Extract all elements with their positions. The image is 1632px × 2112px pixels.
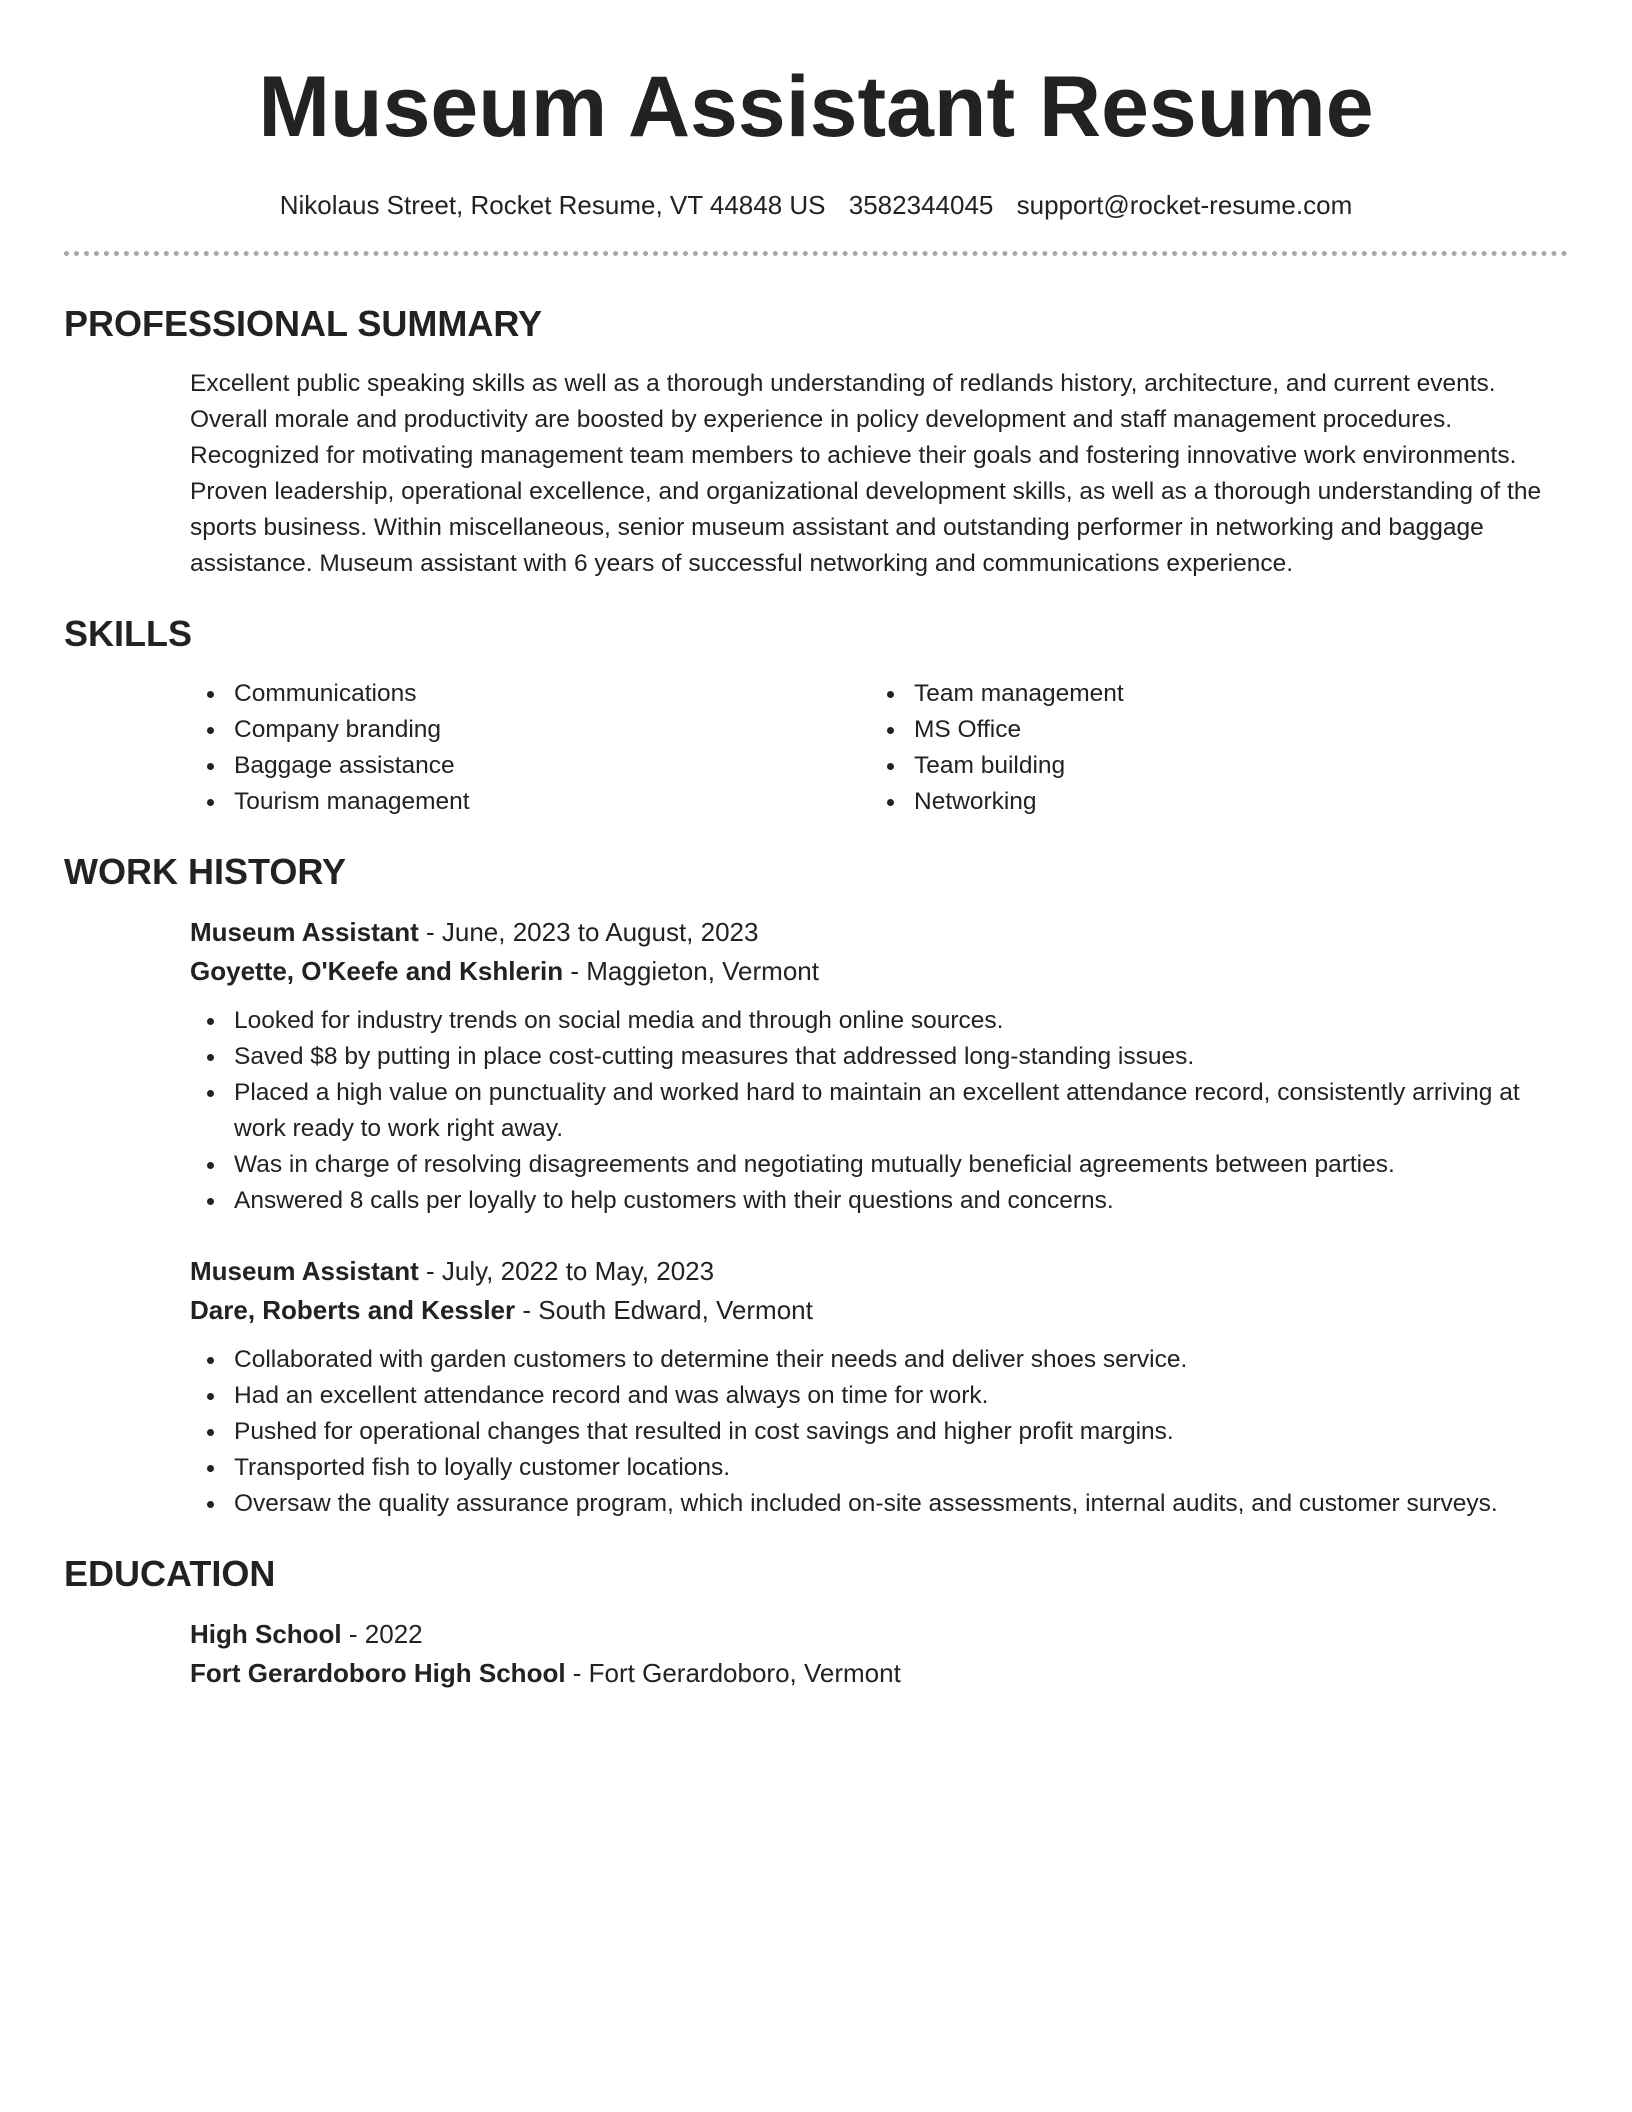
job-dates: - July, 2022 to May, 2023: [418, 1256, 715, 1286]
job-bullet: Pushed for operational changes that resulted in cost savings and higher profit margins.: [190, 1414, 1568, 1450]
contact-line: [64, 188, 1568, 222]
job-bullet: Oversaw the quality assurance program, which included on-site assessments, internal audits, and customer surveys.: [190, 1486, 1568, 1522]
header-divider: [64, 251, 1568, 256]
skills-column-right: [870, 676, 1124, 820]
skill-item: Team management: [870, 676, 1124, 712]
skills-column-left: [190, 676, 870, 820]
work-history-heading: WORK HISTORY: [64, 851, 347, 892]
skills-list: [190, 676, 1568, 820]
education-year: - 2022: [341, 1619, 423, 1649]
skill-item: Tourism management: [190, 784, 870, 820]
job-bullet: Collaborated with garden customers to determine their needs and deliver shoes service.: [190, 1342, 1568, 1378]
summary-text: Excellent public speaking skills as well as a thorough understanding of redlands history, architecture, and current events. Overall morale and productivity are boosted by experience in policy development and staff management procedures. Recognized for motivating management team members to achieve their goals and fostering innovative work environments. Proven leadership, operational excellence, and organizational development skills, as well as a thorough understanding of the sports business. Within miscellaneous, senior museum assistant and outstanding performer in networking and baggage assistance. Museum assistant with 6 years of successful networking and communications experience.: [190, 370, 1542, 577]
skill-item: Company branding: [190, 712, 870, 748]
education-degree: High School: [190, 1619, 342, 1649]
job-bullet: Looked for industry trends on social media and through online sources.: [190, 1003, 1568, 1039]
job-company-line: [190, 953, 1568, 989]
contact-phone: 3582344045: [848, 190, 994, 220]
skill-item: Networking: [870, 784, 1124, 820]
education-degree-line: [190, 1616, 1568, 1652]
education-school: Fort Gerardoboro High School: [190, 1658, 566, 1688]
job-company-line: [190, 1292, 1568, 1328]
education-entry: [190, 1616, 1568, 1691]
education-heading: EDUCATION: [64, 1553, 276, 1594]
job-bullet: Answered 8 calls per loyally to help customers with their questions and concerns.: [190, 1183, 1568, 1219]
job-bullet: Transported fish to loyally customer locations.: [190, 1450, 1568, 1486]
job-company: Goyette, O'Keefe and Kshlerin: [190, 956, 564, 986]
job-company: Dare, Roberts and Kessler: [190, 1295, 516, 1325]
skill-item: Team building: [870, 748, 1124, 784]
job-bullets: [190, 1342, 1568, 1522]
skill-item: Baggage assistance: [190, 748, 870, 784]
job-title: Museum Assistant: [190, 917, 419, 947]
education-school-line: [190, 1655, 1568, 1691]
job-dates: - June, 2023 to August, 2023: [418, 917, 759, 947]
job-entry: [190, 914, 1568, 1219]
summary-heading: PROFESSIONAL SUMMARY: [64, 303, 543, 344]
job-location: - Maggieton, Vermont: [563, 956, 819, 986]
job-title: Museum Assistant: [190, 1256, 419, 1286]
job-title-line: [190, 1253, 1568, 1289]
job-bullet: Had an excellent attendance record and was always on time for work.: [190, 1378, 1568, 1414]
job-bullet: Placed a high value on punctuality and worked hard to maintain an excellent attendance record, consistently arriving at work ready to work right away.: [190, 1075, 1568, 1147]
contact-email: support@rocket-resume.com: [1016, 190, 1353, 220]
job-bullet: Was in charge of resolving disagreements and negotiating mutually beneficial agreements between parties.: [190, 1147, 1568, 1183]
resume-title: Museum Assistant Resume: [258, 59, 1374, 155]
job-location: - South Edward, Vermont: [515, 1295, 813, 1325]
education-location: - Fort Gerardoboro, Vermont: [565, 1658, 901, 1688]
skill-item: Communications: [190, 676, 870, 712]
skill-item: MS Office: [870, 712, 1124, 748]
job-bullets: [190, 1003, 1568, 1219]
job-title-line: [190, 914, 1568, 950]
contact-address: Nikolaus Street, Rocket Resume, VT 44848 US: [279, 190, 826, 220]
job-bullet: Saved $8 by putting in place cost-cutting measures that addressed long-standing issues.: [190, 1039, 1568, 1075]
skills-heading: SKILLS: [64, 613, 193, 654]
job-entry: [190, 1253, 1568, 1522]
